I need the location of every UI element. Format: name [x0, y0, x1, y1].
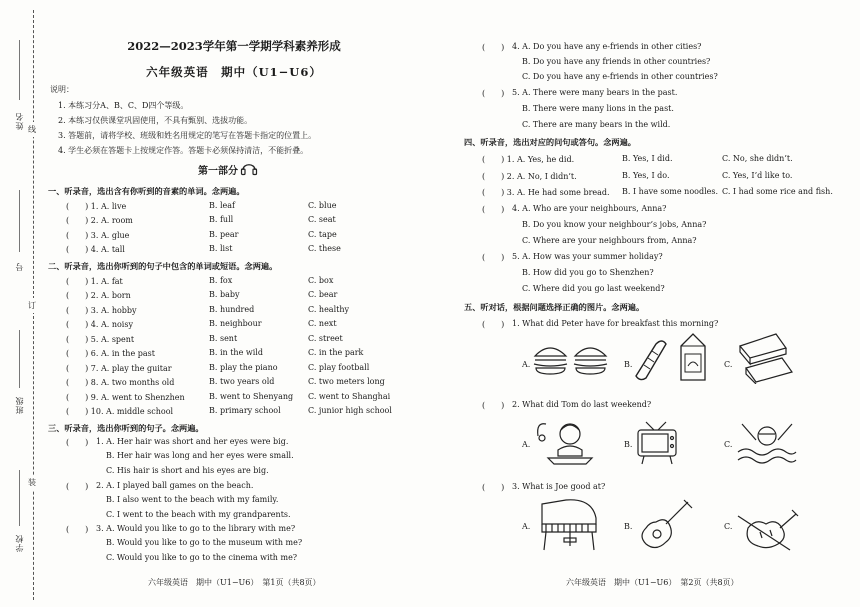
cut-mark-pack: 装	[28, 475, 36, 490]
s5-q2-label-b: B.	[624, 440, 633, 449]
s5-q2-label-c: C.	[724, 440, 733, 449]
s3-q5-b: B. There were many lions in the past.	[522, 104, 674, 113]
page-1-footer: 六年级英语 期中（U1−U6） 第1页（共8页）	[148, 578, 321, 587]
cut-mark-bind: 订	[28, 298, 36, 313]
school-field-line[interactable]	[19, 470, 20, 526]
page-2-footer: 六年级英语 期中（U1−U6） 第2页（共8页）	[566, 578, 739, 587]
s3-q1-c: C. His hair is short and his eyes are big.	[106, 466, 269, 475]
s3-q3-c: C. Would you like to go to the cinema with me?	[106, 553, 298, 562]
s4-q5-b: B. How did you go to Shenzhen?	[522, 268, 654, 277]
s4-q5-c: C. Where did you go last weekend?	[522, 284, 665, 293]
section-1-heading: 一、听录音，选出含有你听到的音素的单词。念两遍。	[48, 186, 245, 196]
instruction-2: 2. 本练习仅供课堂巩固使用，不具有甄别、选拔功能。	[58, 116, 253, 125]
sandwiches-icon	[736, 332, 798, 384]
s5-q3-label-c: C.	[724, 522, 733, 531]
s5-q2-label-a: A.	[522, 440, 531, 449]
s3-q5-c: C. There are many bears in the wild.	[522, 120, 671, 129]
name-field-line[interactable]	[19, 40, 20, 100]
instructions-heading: 说明：	[50, 85, 74, 94]
swimming-icon	[736, 418, 798, 468]
instruction-1: 1. 本练习分A、B、C、D四个等级。	[58, 101, 189, 110]
guitar-icon	[636, 496, 696, 554]
watching-tv-icon	[632, 420, 684, 468]
s3-q2-b: B. I also went to the beach with my family.	[106, 495, 279, 504]
violin-icon	[734, 498, 800, 554]
part-one-heading: 第一部分	[198, 166, 238, 177]
s5-q1-label-a: A.	[522, 360, 531, 369]
s3-q4-c: C. Do you have any e-friends in other countries?	[522, 72, 718, 81]
s5-q1-label-b: B.	[624, 360, 633, 369]
milk-carton-icon	[676, 332, 710, 382]
bread-loaf-icon	[630, 338, 670, 382]
section-3-heading: 三、听录音，选出你听到的句子。念两遍。	[48, 423, 204, 433]
section-4-heading: 四、听录音，选出对应的问句或答句。念两遍。	[464, 137, 636, 147]
name-label: 姓名	[15, 112, 24, 130]
seat-number-field-line[interactable]	[19, 190, 20, 252]
s5-q3-label-a: A.	[522, 522, 531, 531]
binding-margin	[0, 0, 40, 607]
page-1: 2022—2023学年第一学期学科素养形成 六年级英语 期中（U1−U6） 说明： 1. 本练习分A、B、C、D四个等级。 2. 本练习仅供课堂巩固使用，不具有甄别、选拔功能。 3. 答题前，请将学校、班级和姓名用规定的笔写在答题卡指定的位置上。 4. 学生必须在答题卡上按规定作答。答题卡必须保持清洁，不能折叠。 第一部分 一、听录音，选出含有你听到的音素的单词。念两遍。 ( ) 1. A. live B. leaf C. blue ( ) 2. A. room B. full C. seat ( ) 3. A. glue B. pear C. tape ( ) 4. A. tall B. list C. these 二、听录音，选出你听到的句子中包含的单词或短语。念两遍。 ( ) 1. A. fat B. fox C. box ( ) 2. A. born B. baby C. bear ( ) 3. A. hobby B. hundred C. healthy ( ) 4. A. noisy B. neighbour C. next ( ) 5. A. spent B. sent C. street ( ) 6. A. in the past B. in the wild C. in the park ( ) 7. A. play the guitar B. play the piano C. play football ( ) 8. A. two months old B. two years old C. two meters long ( ) 9. A. went to Shenzhen B. went to Shenyang C. went to Shanghai ( ) 10. A. middle school B. primary school C. junior high school 三、听录音，选出你听到的句子。念两遍。 ( ) 1. A. Her hair was short and her eyes were big. B. Her hair was long and her eyes were small. C. His hair is short and his eyes are big. ( ) 2. A. I played ball games on the beach. B. I also went to the beach with my family. C. I went to the beach with my grandparents. ( ) 3. A. Would you like to go to the library with me? B. Would you like to go to the museum with me? C. Would you like to go to the cinema with me? 六年级英语 期中（U1−U6） 第1页（共8页）	[48, 0, 420, 607]
s3-q1-b: B. Her hair was long and her eyes were small.	[106, 451, 294, 460]
school-label: 学校	[15, 534, 24, 552]
s4-q4-c: C. Where are your neighbours from, Anna?	[522, 236, 697, 245]
instruction-3: 3. 答题前，请将学校、班级和姓名用规定的笔写在答题卡指定的位置上。	[58, 131, 317, 140]
instruction-4: 4. 学生必须在答题卡上按规定作答。答题卡必须保持清洁，不能折叠。	[58, 146, 309, 155]
seat-number-label: 号	[15, 262, 24, 271]
s3-q4-b: B. Do you have any friends in other countries?	[522, 57, 711, 66]
page-2: ( ) 4. A. Do you have any e-friends in other cities? B. Do you have any friends in other countries? C. Do you have any e-friends in other countries? ( ) 5. A. There were many bears in the past. B. There were many lions in the past. C. There are many bears in the wild. 四、听录音，选出对应的问句或答句。念两遍。 ( ) 1. A. Yes, he did. B. Yes, I did. C. No, she didn’t. ( ) 2. A. No, I didn’t. B. Yes, I do. C. Yes, I’d like to. ( ) 3. A. He had some bread. B. I have some noodles. C. I had some rice and fish. ( ) 4. A. Who are your neighbours, Anna? B. Do you know your neighbour’s jobs, Anna? C. Where are your neighbours from, Anna? ( ) 5. A. How was your summer holiday? B. How did you go to Shenzhen? C. Where did you go last weekend? 五、听对话，根据问题选择正确的图片。念两遍。 ( ) 1. What did Peter have for breakfast this morning? A. B. C. ( ) 2. What did Tom do last weekend? A. B. C. ( ) 3. What is Joe good at? A. B. C. 六年级英语 期中（U1−U6） 第2页（共8页）	[464, 42, 833, 587]
class-field-line[interactable]	[19, 330, 20, 388]
section-5-heading: 五、听对话，根据问题选择正确的图片。念两遍。	[464, 302, 645, 312]
exam-subtitle: 六年级英语 期中（U1−U6）	[146, 65, 322, 79]
section-2-heading: 二、听录音，选出你听到的句子中包含的单词或短语。念两遍。	[48, 261, 278, 271]
piano-icon	[536, 496, 602, 552]
s4-q4-b: B. Do you know your neighbour’s jobs, Anna?	[522, 220, 707, 229]
burgers-icon	[532, 340, 612, 378]
s5-q1-label-c: C.	[724, 360, 733, 369]
exam-title: 2022—2023学年第一学期学科素养形成	[127, 39, 341, 53]
headphones-icon	[240, 160, 258, 176]
class-label: 班级	[15, 396, 24, 414]
s3-q2-c: C. I went to the beach with my grandparents.	[106, 510, 291, 519]
s3-q3-b: B. Would you like to go to the museum with me?	[106, 538, 303, 547]
cut-mark-line: 线	[28, 122, 36, 137]
boy-reading-icon	[534, 416, 598, 466]
s5-q3-label-b: B.	[624, 522, 633, 531]
